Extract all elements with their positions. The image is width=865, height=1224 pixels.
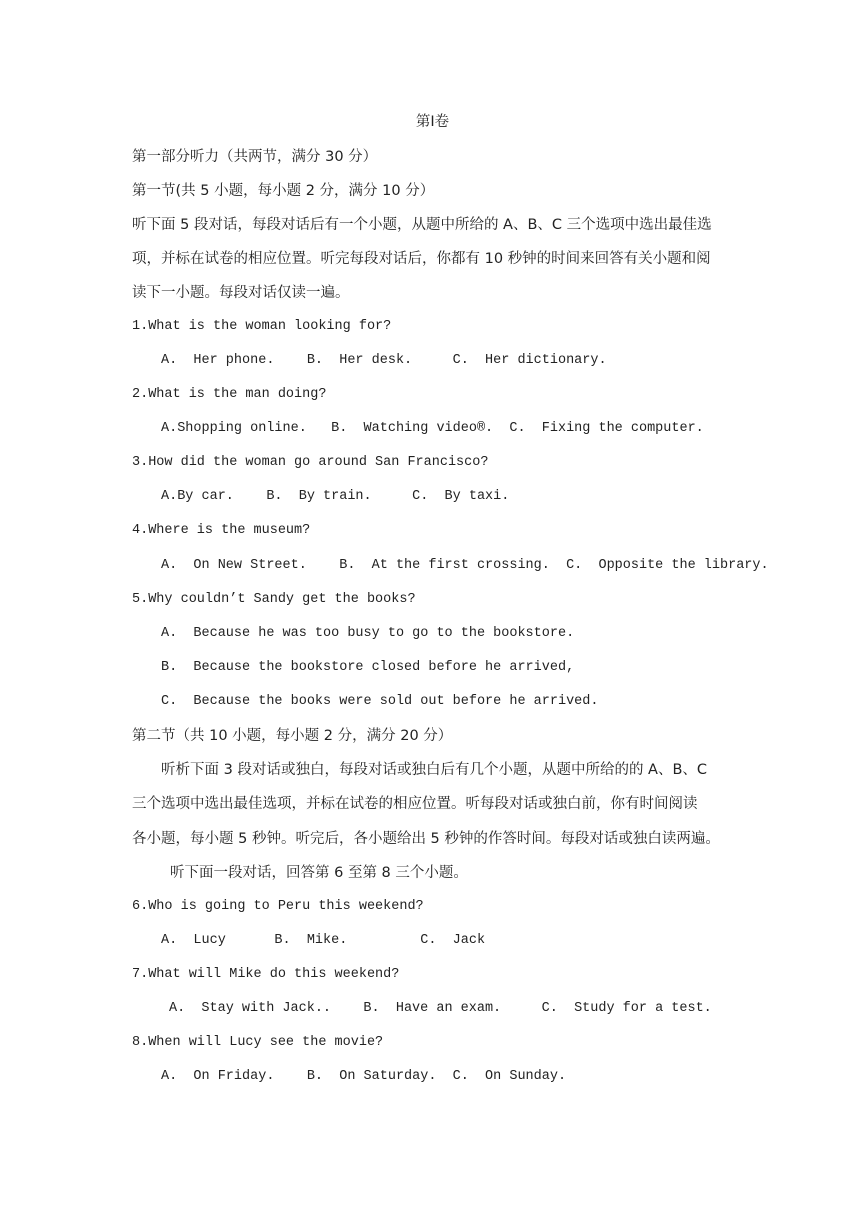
- section2-instruction-line: 三个选项中选出最佳选项，并标在试卷的相应位置。听每段对话或独白前，你有时间阅读: [132, 796, 698, 812]
- dialogue-intro: 听下面一段对话，回答第 6 至第 8 三个小题。: [170, 865, 468, 881]
- section2-instruction-line: 各小题，每小题 5 秒钟。听完后，各小题给出 5 秒钟的作答时间。每段对话或独白读两遍。: [132, 831, 720, 847]
- section1-instruction-line: 听下面 5 段对话，每段对话后有一个小题，从题中所给的 A、B、C 三个选项中选出最佳选: [132, 217, 712, 233]
- section1-instruction-line: 项，并标在试卷的相应位置。听完每段对话后，你都有 10 秒钟的时间来回答有关小题和阅: [132, 251, 711, 267]
- question-1: 1.What is the woman looking for?: [132, 319, 392, 334]
- part1-heading: 第一部分听力（共两节，满分 30 分）: [132, 149, 378, 165]
- section1-instruction-line: 读下一小题。每段对话仅读一遍。: [132, 285, 350, 301]
- question-4: 4.Where is the museum?: [132, 523, 311, 538]
- question-7: 7.What will Mike do this weekend?: [132, 967, 400, 982]
- question-2: 2.What is the man doing?: [132, 387, 327, 402]
- question-3: 3.How did the woman go around San Francisco?: [132, 455, 489, 470]
- question-2-options: A.Shopping online. B. Watching video®. C. Fixing the computer.: [161, 421, 704, 436]
- question-5-option-a: A. Because he was too busy to go to the bookstore.: [161, 626, 575, 641]
- question-7-options: A. Stay with Jack.. B. Have an exam. C. Study for a test.: [169, 1001, 712, 1016]
- question-1-options: A. Her phone. B. Her desk. C. Her dictionary.: [161, 353, 607, 368]
- question-6-options: A. Lucy B. Mike. C. Jack: [161, 933, 486, 948]
- question-4-options: A. On New Street. B. At the first crossing. C. Opposite the library.: [161, 558, 769, 573]
- question-5: 5.Why couldn’t Sandy get the books?: [132, 592, 416, 607]
- question-5-option-c: C. Because the books were sold out before he arrived.: [161, 694, 599, 709]
- question-5-option-b: B. Because the bookstore closed before he arrived,: [161, 660, 575, 675]
- section1-heading: 第一节(共 5 小题，每小题 2 分，满分 10 分）: [132, 183, 435, 199]
- question-6: 6.Who is going to Peru this weekend?: [132, 899, 424, 914]
- question-8: 8.When will Lucy see the movie?: [132, 1035, 384, 1050]
- section2-instruction-line: 听析下面 3 段对话或独白，每段对话或独白后有几个小题，从题中所给的的 A、B、C: [161, 762, 708, 778]
- section2-heading: 第二节（共 10 小题，每小题 2 分，满分 20 分）: [132, 728, 453, 744]
- question-3-options: A.By car. B. By train. C. By taxi.: [161, 489, 510, 504]
- page-title: 第Ⅰ卷: [415, 114, 450, 130]
- question-8-options: A. On Friday. B. On Saturday. C. On Sunday.: [161, 1069, 567, 1084]
